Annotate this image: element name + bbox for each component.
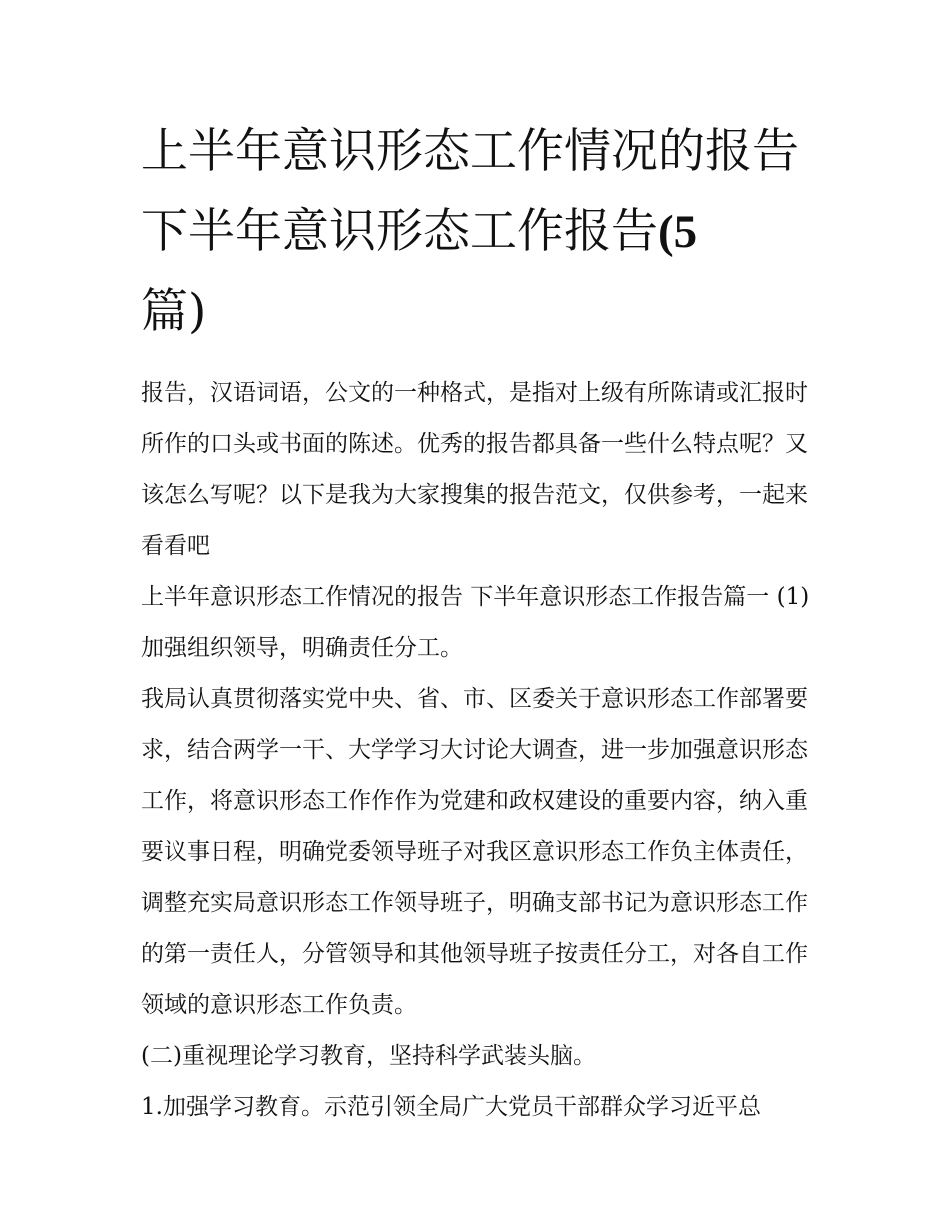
title-count: (5 [658,206,698,258]
body-paragraph: 我局认真贯彻落实党中央、省、市、区委关于意识形态工作部署要求，结合两学一干、大学学习大讨论大调查，进一步加强意识形态工作，将意识形态工作作作为党建和政权建设的重要内容，纳入重要议事日程，明确党委领导班子对我区意识形态工作负主体责任，调整充实局意识形态工作领导班子，明确支部书记为意识形态工作的第一责任人，分管领导和其他领导班子按责任分工，对各自工作领域的意识形态工作负责。 [141,686,808,1018]
intro-paragraph: 报告，汉语词语，公文的一种格式，是指对上级有所陈请或汇报时所作的口头或书面的陈述。优秀的报告都具备一些什么特点呢？又该怎么写呢？以下是我为大家搜集的报告范文，仅供参考，一起来看看吧 [141,380,808,559]
document-body [141,368,813,1133]
section-heading-1: 上半年意识形态工作情况的报告 下半年意识形态工作报告篇一 (1)加强组织领导，明确责任分工。 [141,584,810,661]
document-title [141,112,813,352]
document-content [141,112,813,1133]
section-heading-2: (二)重视理论学习教育，坚持科学武装头脑。 [141,1043,596,1069]
list-item: 1.加强学习教育。示范引领全局广大党员干部群众学习近平总 [141,1094,761,1120]
title-text: 上半年意识形态工作情况的报告 下半年意识形态工作报告 [141,124,799,259]
title-suffix: 篇) [141,284,207,339]
